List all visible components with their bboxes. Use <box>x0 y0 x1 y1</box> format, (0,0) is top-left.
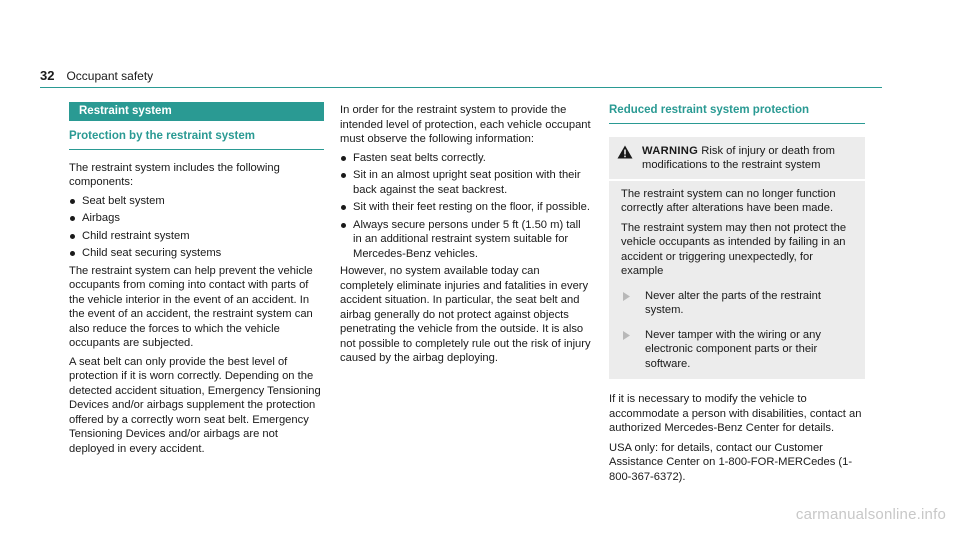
action-arrow-icon <box>623 292 630 301</box>
bullet-dot-icon <box>70 199 75 204</box>
warning-box <box>609 137 865 380</box>
column-left <box>69 102 324 460</box>
bullet-dot-icon <box>341 223 346 228</box>
list-item: Always secure persons under 5 ft (1.50 m) tall in an additional restraint system suitable for Mercedes-Benz vehicles. <box>340 218 592 262</box>
bullet-dot-icon <box>341 173 346 178</box>
list-item: Child restraint system <box>69 229 324 244</box>
column-middle <box>340 103 592 370</box>
header-divider <box>40 87 882 88</box>
action-item: Never alter the parts of the restraint system. <box>621 289 853 318</box>
action-item: Never tamper with the wiring or any electronic component parts or their software. <box>621 328 853 372</box>
column-right <box>609 103 865 489</box>
bullet-dot-icon <box>70 251 75 256</box>
paragraph: USA only: for details, contact our Customer Assistance Center on 1-800-FOR-MERCedes (1-800-367-6372). <box>609 441 853 483</box>
bullet-dot-icon <box>341 205 346 210</box>
action-arrow-icon <box>623 331 630 340</box>
instruction-list <box>340 151 592 262</box>
page-number: 32 <box>40 68 55 83</box>
warning-label: WARNING <box>642 144 699 157</box>
warning-body <box>609 181 865 380</box>
section-title: Restraint system <box>69 102 324 121</box>
chapter-title: Occupant safety <box>66 69 154 83</box>
paragraph: However, no system available today can completely eliminate injuries and fatalities in every accident situation. In particular, the seat belt and airbag generally do not protect against objects penetrating the vehicle from the outside. It is also not possible to completely rule out the risk of injury caused by the airbag deploying. <box>340 265 591 364</box>
watermark: carmanualsonline.info <box>795 506 946 523</box>
bullet-dot-icon <box>70 216 75 221</box>
intro-text: The restraint system includes the following components: <box>69 161 280 188</box>
subsection-title: Reduced restraint system protection <box>609 103 865 124</box>
list-item: Child seat securing systems <box>69 246 324 261</box>
warning-paragraph: The restraint system may then not protect the vehicle occupants as intended by failing in an accident or triggering unexpectedly, for example <box>621 221 847 277</box>
list-item: Seat belt system <box>69 194 324 209</box>
list-item: Fasten seat belts correctly. <box>340 151 592 166</box>
list-item: Airbags <box>69 211 324 226</box>
warning-triangle-icon <box>617 145 633 159</box>
component-list <box>69 194 324 261</box>
after-warning-text <box>609 392 865 484</box>
paragraph: The restraint system can help prevent the vehicle occupants from coming into contact with parts of the vehicle interior in the event of an accident. In the event of an accident, the restraint system can also reduce the forces to which the vehicle occupants are subjected. <box>69 264 313 349</box>
paragraph: A seat belt can only provide the best level of protection if it is worn correctly. Depending on the detected accident situation, Emergency Tensioning Devices and/or airbags supplement the protection offered by a correctly worn seat belt. Emergency Tensioning Devices and/or airbags are not deployed in every accident. <box>69 355 321 455</box>
bullet-dot-icon <box>70 234 75 239</box>
warning-paragraph: The restraint system can no longer function correctly after alterations have been made. <box>621 187 836 214</box>
warning-header <box>609 137 865 181</box>
warning-text: Risk of injury or death from modifications to the restraint system <box>642 144 835 171</box>
list-item: Sit with their feet resting on the floor, if possible. <box>340 200 592 215</box>
paragraph: If it is necessary to modify the vehicle to accommodate a person with disabilities, contact an authorized Mercedes-Benz Center for details. <box>609 393 862 434</box>
bullet-dot-icon <box>341 156 346 161</box>
page-header <box>40 68 153 83</box>
intro-text: In order for the restraint system to provide the intended level of protection, each vehicle occupant must observe the following information: <box>340 104 591 145</box>
subsection-title: Protection by the restraint system <box>69 129 324 150</box>
list-item: Sit in an almost upright seat position with their back against the seat backrest. <box>340 168 592 197</box>
